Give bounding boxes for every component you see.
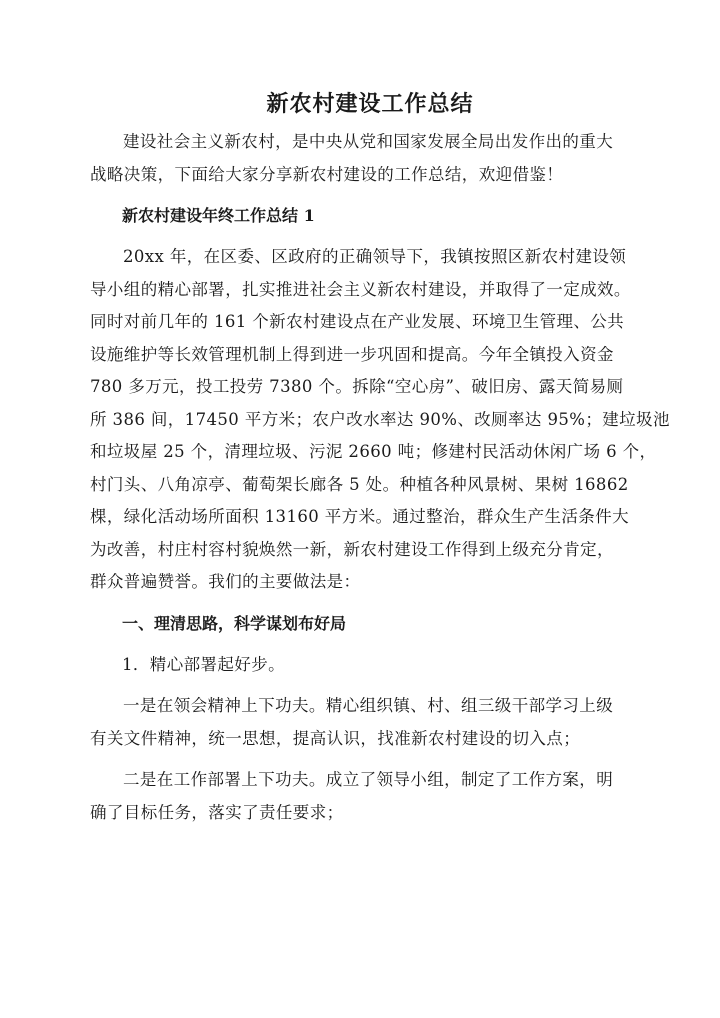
document-page bbox=[90, 88, 670, 838]
body-line: 780 多万元，投工投劳 7380 个。拆除“空心房”、破旧房、露天简易厕 bbox=[90, 377, 624, 396]
item-1-text: 1．精心部署起好步。 bbox=[122, 654, 285, 674]
intro-paragraph bbox=[90, 126, 650, 191]
body-line: 所 386 间，17450 平方米；农户改水率达 90%、改厕率达 95%；建垃圾池 bbox=[90, 409, 670, 429]
body-line: 导小组的精心部署，扎实推进社会主义新农村建设，并取得了一定成效。 bbox=[90, 279, 631, 299]
point-1-line: 有关文件精神，统一思想，提高认识，找准新农村建设的切入点； bbox=[90, 728, 581, 748]
item-1 bbox=[90, 649, 650, 682]
intro-line: 建设社会主义新农村，是中央从党和国家发展全局出发作出的重大 bbox=[123, 132, 614, 151]
body-line: 同时对前几年的 161 个新农村建设点在产业发展、环境卫生管理、公共 bbox=[90, 312, 625, 331]
point-2-line: 二是在工作部署上下功夫。成立了领导小组，制定了工作方案，明 bbox=[123, 770, 614, 789]
document-title: 新农村建设工作总结 bbox=[266, 91, 474, 117]
body-line: 和垃圾屋 25 个，清理垃圾、污泥 2660 吨；修建村民活动休闲广场 6 个， bbox=[90, 442, 657, 461]
body-line: 群众普遍赞誉。我们的主要做法是： bbox=[90, 572, 361, 591]
heading-1: 一、理清思路，科学谋划布好局 bbox=[122, 613, 347, 633]
body-line: 20xx 年，在区委、区政府的正确领导下，我镇按照区新农村建设领 bbox=[123, 247, 627, 266]
body-line: 为改善，村庄村容村貌焕然一新，新农村建设工作得到上级充分肯定， bbox=[90, 539, 614, 559]
body-line: 设施维护等长效管理机制上得到进一步巩固和提高。今年全镇投入资金 bbox=[90, 344, 614, 364]
intro-line: 战略决策，下面给大家分享新农村建设的工作总结，欢迎借鉴！ bbox=[90, 164, 564, 184]
section-title: 新农村建设年终工作总结 1 bbox=[122, 206, 315, 225]
body-line: 村门头、八角凉亭、葡萄架长廊各 5 处。种植各种风景树、果树 16862 bbox=[90, 474, 629, 494]
body-line: 棵，绿化活动场所面积 13160 平方米。通过整治，群众生产生活条件大 bbox=[90, 507, 629, 526]
point-2-paragraph bbox=[90, 764, 650, 829]
body-paragraph bbox=[90, 241, 670, 599]
point-2-line: 确了目标任务，落实了责任要求； bbox=[90, 802, 344, 822]
point-1-line: 一是在领会精神上下功夫。精心组织镇、村、组三级干部学习上级 bbox=[123, 696, 614, 715]
point-1-paragraph bbox=[90, 690, 650, 755]
